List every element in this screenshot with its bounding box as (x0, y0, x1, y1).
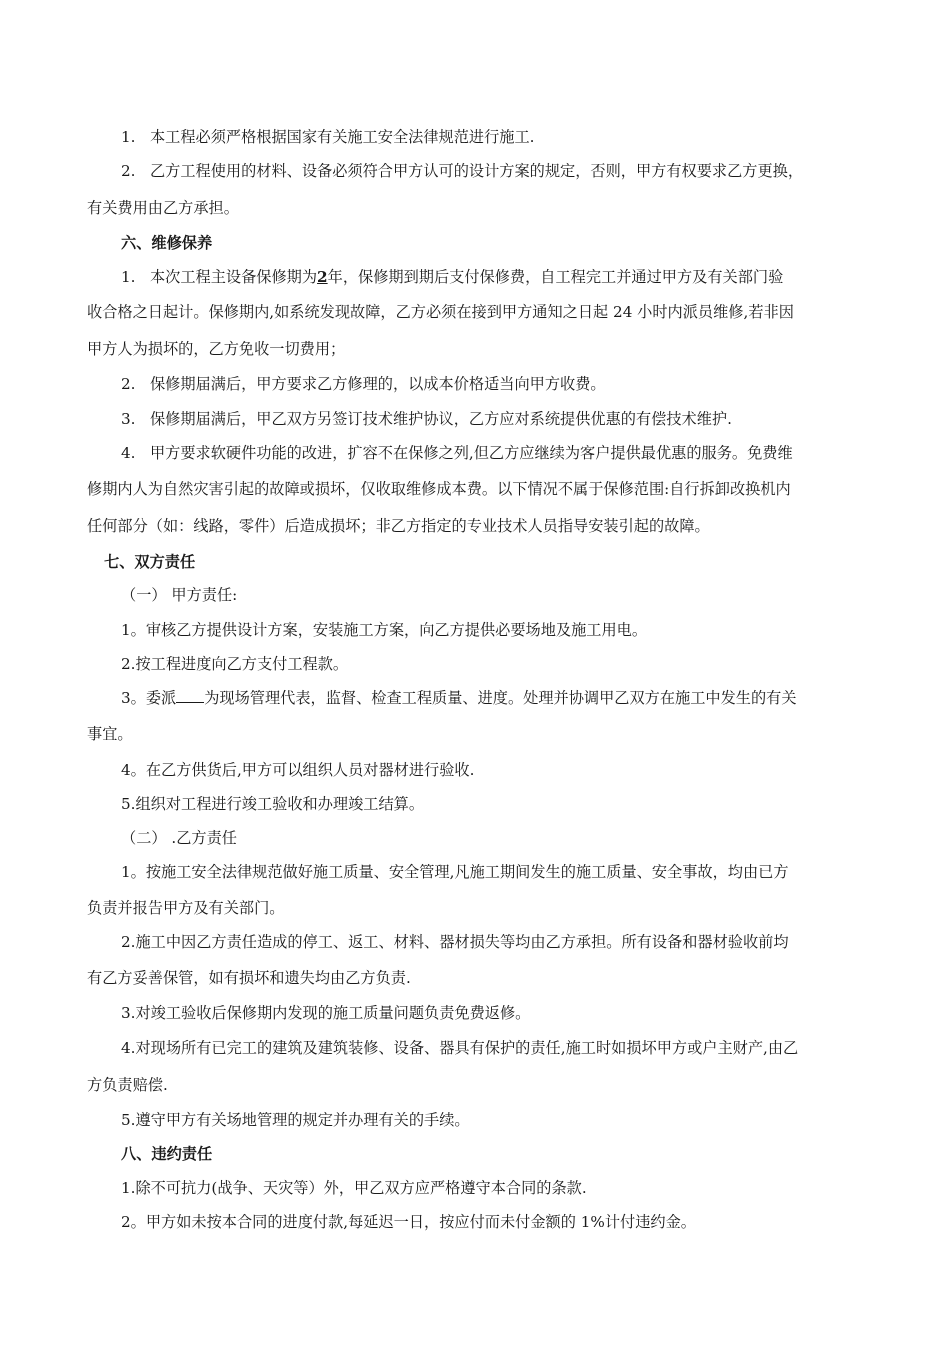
section-heading-liability: 八、违约责任 (121, 1145, 213, 1163)
party-b-item-2-line-2: 有乙方妥善保管，如有损坏和遗失均由乙方负责. (87, 969, 411, 987)
assign-text-after: 为现场管理代表，监督、检查工程质量、进度。处理并协调甲乙双方在施工中发生的有关 (204, 689, 797, 707)
party-a-item-3-line-1 (121, 688, 797, 708)
party-b-item-4-line-2: 方负责赔偿. (87, 1076, 168, 1094)
party-a-item-3-line-2: 事宜。 (87, 725, 133, 743)
warranty-text-before: 1. 本次工程主设备保修期为 (121, 268, 318, 286)
sec5-item-2-line-2: 有关费用由乙方承担。 (87, 199, 239, 217)
sec6-item-4-line-2: 修期内人为自然灾害引起的故障或损坏，仅收取维修成本费。以下情况不属于保修范围:自行拆卸改换机内 (87, 480, 791, 498)
sec6-item-1-line-3: 甲方人为损坏的，乙方免收一切费用； (87, 340, 346, 358)
party-a-item-4: 4。在乙方供货后,甲方可以组织人员对器材进行验收. (121, 761, 475, 779)
party-a-item-1: 1。审核乙方提供设计方案，安装施工方案，向乙方提供必要场地及施工用电。 (121, 621, 648, 639)
sec6-item-4-line-3: 任何部分（如：线路，零件）后造成损坏；非乙方指定的专业技术人员指导安装引起的故障。 (87, 517, 710, 535)
section-heading-responsibilities: 七、双方责任 (104, 553, 196, 571)
subheading-party-a: （一） 甲方责任: (121, 586, 238, 604)
liability-item-2: 2。甲方如未按本合同的进度付款,每延迟一日，按应付而未付金额的 1%计付违约金。 (121, 1213, 696, 1231)
party-b-item-2-line-1: 2.施工中因乙方责任造成的停工、返工、材料、器材损失等均由乙方承担。所有设备和器材验收前均 (121, 933, 789, 951)
subheading-party-b: （二） .乙方责任 (121, 829, 237, 847)
section-heading-maintenance: 六、维修保养 (121, 234, 213, 252)
sec6-item-3: 3. 保修期届满后，甲乙双方另签订技术维护协议，乙方应对系统提供优惠的有偿技术维护. (121, 410, 732, 428)
party-b-item-1-line-1: 1。按施工安全法律规范做好施工质量、安全管理,凡施工期间发生的施工质量、安全事故，均由已方 (121, 863, 789, 881)
warranty-text-after: 年，保修期到期后支付保修费，自工程完工并通过甲方及有关部门验 (327, 268, 784, 286)
sec6-item-2: 2. 保修期届满后，甲方要求乙方修理的，以成本价格适当向甲方收费。 (121, 375, 606, 393)
party-a-item-5: 5.组织对工程进行竣工验收和办理竣工结算。 (121, 795, 425, 813)
party-a-item-2: 2.按工程进度向乙方支付工程款。 (121, 655, 349, 673)
assign-text-before: 3。委派 (121, 689, 177, 707)
sec6-item-1-line-1 (121, 267, 783, 287)
party-b-item-1-line-2: 负责并报告甲方及有关部门。 (87, 899, 285, 917)
sec6-item-4-line-1: 4. 甲方要求软硬件功能的改进，扩容不在保修之列,但乙方应继续为客户提供最优惠的服务。免费维 (121, 444, 793, 462)
party-b-item-4-line-1: 4.对现场所有已完工的建筑及建筑装修、设备、器具有保护的责任,施工时如损坏甲方或户主财产,由乙 (121, 1039, 799, 1057)
liability-item-1: 1.除不可抗力(战争、天灾等）外，甲乙双方应严格遵守本合同的条款. (121, 1179, 587, 1197)
party-b-item-3: 3.对竣工验收后保修期内发现的施工质量问题负责免费返修。 (121, 1004, 531, 1022)
representative-blank (176, 688, 204, 703)
sec6-item-1-line-2: 收合格之日起计。保修期内,如系统发现故障，乙方必须在接到甲方通知之日起 24 小时内派员维修,若非因 (87, 303, 794, 321)
warranty-years: 2 (317, 268, 328, 286)
sec5-item-1: 1. 本工程必须严格根据国家有关施工安全法律规范进行施工. (121, 128, 535, 146)
sec5-item-2-line-1: 2. 乙方工程使用的材料、设备必须符合甲方认可的设计方案的规定，否则，甲方有权要求乙方更换， (121, 162, 804, 180)
party-b-item-5: 5.遵守甲方有关场地管理的规定并办理有关的手续。 (121, 1111, 470, 1129)
